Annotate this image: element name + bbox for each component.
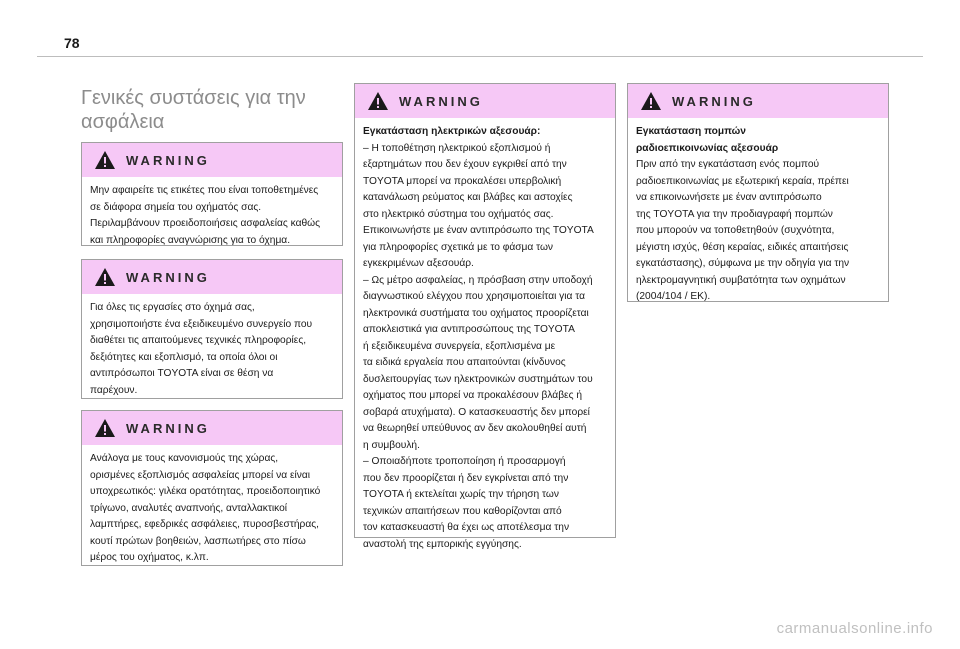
warning-text-line: υποχρεωτικός: γιλέκα ορατότητας, προειδοποιητικό xyxy=(90,486,321,497)
warning-text-line: διαθέτει τις απαιτούμενες τεχνικές πληροφορίες, xyxy=(90,335,307,346)
warning-header xyxy=(82,143,342,177)
warning-text-line: μέρος του οχήματος, κ.λπ. xyxy=(90,552,209,563)
warning-title: WARNING xyxy=(672,93,756,109)
warning-header xyxy=(82,411,342,445)
warning-box xyxy=(81,259,343,399)
warning-text-line: οχήματος που μπορεί να προκαλέσουν βλάβες ή xyxy=(363,390,582,401)
warning-text-line: της TOYOTA για την προδιαγραφή πομπών xyxy=(636,208,833,220)
warning-triangle-icon xyxy=(367,91,389,111)
warning-title: WARNING xyxy=(126,152,210,168)
warning-title: WARNING xyxy=(126,269,210,285)
warning-body xyxy=(82,177,342,249)
watermark: carmanualsonline.info xyxy=(776,620,933,637)
warning-text-line: διαγνωστικού ελέγχου που χρησιμοποιείται για τα xyxy=(363,291,586,302)
warning-body xyxy=(355,118,615,553)
warning-text-line: αποκλειστικά για αντιπροσώπους της TOYOTA xyxy=(363,324,575,335)
warning-text-line: – Η τοποθέτηση ηλεκτρικού εξοπλισμού ή xyxy=(363,142,551,154)
warning-text-line: αντιπρόσωποι TOYOTA είναι σε θέση να xyxy=(90,368,274,379)
warning-body xyxy=(82,294,342,399)
warning-triangle-icon xyxy=(94,267,116,287)
warning-text-line: ορισμένες εξοπλισμός ασφαλείας μπορεί να είναι xyxy=(90,469,311,481)
warning-box xyxy=(81,142,343,246)
warning-title: WARNING xyxy=(126,420,210,436)
warning-text-line: εξαρτημάτων που δεν έχουν εγκριθεί από την xyxy=(363,159,567,170)
warning-text-line: δεξιότητες και εξοπλισμό, τα οποία όλοι οι xyxy=(90,351,278,363)
warning-text-line: στο ηλεκτρικό σύστημα του οχήματός σας. xyxy=(363,208,554,220)
warning-text-line: μέγιστη ισχύς, θέση κεραίας, ειδικές απαιτήσεις xyxy=(636,241,849,253)
warning-text-line: σοβαρά ατυχήματα). Ο κατασκευαστής δεν μπορεί xyxy=(363,406,590,418)
warning-text-line: κουτί πρώτων βοηθειών, λασπωτήρες στο πίσω xyxy=(90,535,306,547)
warning-text-line: TOYOTA ή εκτελείται χωρίς την τήρηση των xyxy=(363,489,559,500)
warning-title: WARNING xyxy=(399,93,483,109)
warning-triangle-icon xyxy=(94,418,116,438)
warning-text-line: τεχνικών απαιτήσεων που καθορίζονται από xyxy=(363,505,562,517)
warning-text-line: Ανάλογα με τους κανονισμούς της χώρας, xyxy=(90,453,279,464)
warning-text-line: Περιλαμβάνουν προειδοποιήσεις ασφαλείας καθώς xyxy=(90,218,321,229)
warning-header xyxy=(355,84,615,118)
warning-subtitle: Εγκατάσταση πομπών ραδιοεπικοινωνίας αξεσουάρ xyxy=(636,126,779,154)
warning-box xyxy=(627,83,889,302)
warning-text-line: ηλεκτρονικά συστήματα του οχήματος προορίζεται xyxy=(363,307,589,319)
warning-text-line: να επικοινωνήσετε με έναν αντιπρόσωπο xyxy=(636,192,822,203)
warning-body xyxy=(82,445,342,567)
warning-text-line: εγκατάστασης), σύμφωνα με την οδηγία για την xyxy=(636,258,850,269)
warning-text-line: παρέχουν. xyxy=(90,384,138,396)
warning-text-line: που μπορούν να τοποθετηθούν (συχνότητα, xyxy=(636,225,835,236)
warning-text-line: λαμπτήρες, εφεδρικές ασφάλειες, πυροσβεστήρας, xyxy=(90,519,319,530)
warning-text-line: να θεωρηθεί υπεύθυνος αν δεν ακολουθηθεί αυτή xyxy=(363,423,587,434)
warning-text-line: ραδιοεπικοινωνίας με εξωτερική κεραία, πρέπει xyxy=(636,175,849,187)
warning-text-line: (2004/104 / ΕΚ). xyxy=(636,291,711,302)
warning-text-line: κατανάλωση ρεύματος και βλάβες και αστοχίες xyxy=(363,192,573,203)
warning-text-line: τρίγωνο, αναλυτές αναπνοής, ανταλλακτικοί xyxy=(90,502,288,514)
section-title: Γενικές συστάσεις για την ασφάλεια xyxy=(81,87,306,133)
warning-text-line: η συμβουλή. xyxy=(363,439,420,451)
warning-text-line: TOYOTA μπορεί να προκαλέσει υπερβολική xyxy=(363,175,562,187)
warning-text-line: δυσλειτουργίας των ηλεκτρονικών συστημάτων του xyxy=(363,373,593,385)
warning-text-line: – Οποιαδήποτε τροποποίηση ή προσαρμογή xyxy=(363,456,566,467)
warning-text-line: τον κατασκευαστή θα έχει ως αποτέλεσμα την xyxy=(363,522,570,533)
warning-body xyxy=(628,118,888,306)
warning-triangle-icon xyxy=(640,91,662,111)
warning-text-line: σε διάφορα σημεία του οχήματός σας. xyxy=(90,201,262,213)
warning-header xyxy=(628,84,888,118)
warning-text-line: ή εξειδικευμένα συνεργεία, εξοπλισμένα με xyxy=(363,340,556,352)
warning-text-line: Επικοινωνήστε με έναν αντιπρόσωπο της TOYOTA xyxy=(363,225,594,236)
warning-triangle-icon xyxy=(94,150,116,170)
warning-box xyxy=(81,410,343,566)
warning-text-line: που δεν προορίζεται ή δεν εγκρίνεται από την xyxy=(363,472,569,484)
warning-text-line: και πληροφορίες αναγνώρισης για το όχημα. xyxy=(90,234,291,246)
warning-text-line: εγκεκριμένων αξεσουάρ. xyxy=(363,258,474,269)
warning-box xyxy=(354,83,616,550)
warning-text-line: τα ειδικά εργαλεία που απαιτούνται (κίνδυνος xyxy=(363,357,566,368)
warning-text-line: χρησιμοποιήστε ένα εξειδικευμένο συνεργείο που xyxy=(90,318,313,330)
page-number: 78 xyxy=(64,35,80,51)
warning-subtitle: Εγκατάσταση ηλεκτρικών αξεσουάρ: xyxy=(363,126,541,137)
header-divider xyxy=(37,56,923,57)
warning-text-line: Μην αφαιρείτε τις ετικέτες που είναι τοποθετημένες xyxy=(90,185,319,196)
warning-text-line: Πριν από την εγκατάσταση ενός πομπού xyxy=(636,159,820,170)
warning-header xyxy=(82,260,342,294)
warning-text-line: Για όλες τις εργασίες στο όχημά σας, xyxy=(90,302,255,313)
warning-text-line: αναστολή της εμπορικής εγγύησης. xyxy=(363,538,522,550)
warning-text-line: – Ως μέτρο ασφαλείας, η πρόσβαση στην υποδοχή xyxy=(363,274,593,286)
warning-text-line: για πληροφορίες σχετικά με το φάσμα των xyxy=(363,241,554,253)
warning-text-line: ηλεκτρομαγνητική συμβατότητα των οχημάτων xyxy=(636,274,846,286)
